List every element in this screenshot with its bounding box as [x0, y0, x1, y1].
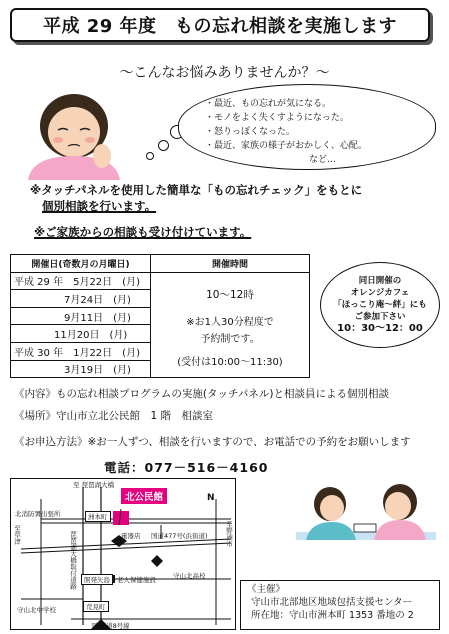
map-label: 守山北高校: [173, 572, 206, 580]
map-label: 国道477号(浜街道): [151, 532, 208, 540]
organizer-label: 《主催》: [247, 584, 286, 595]
page-title: 平成 29 年度 もの忘れ相談を実施します: [10, 8, 430, 42]
organizer-address: 所在地：守山市洲本町 1353 番地の 2: [251, 610, 414, 621]
time-main: 10～12時: [206, 288, 254, 301]
notice-line-1: ※タッチパネルを使用した簡単な「もの忘れチェック」をもとに: [30, 183, 363, 197]
worry-item: ・最近、もの忘れが気になる。: [205, 99, 332, 109]
schedule-date: 平成 30 年 1月22日 (月): [11, 342, 151, 360]
cafe-time: 10：30～12：00: [337, 323, 423, 334]
map-label: 電器店: [121, 532, 141, 540]
info-content: 《内容》もの忘れ相談プログラムの実施(タッチパネル)と相談員による個別相談: [14, 388, 389, 400]
map-label: 至野洲市: [225, 521, 233, 547]
orange-cafe-notice: [320, 262, 440, 348]
cafe-line: ご参加下さい: [354, 312, 406, 322]
map-label: 至 琵琶湖大橋: [73, 481, 115, 489]
schedule-date: 11月20日 (月): [11, 325, 151, 343]
reception-time: (受付は10:00～11:30): [177, 356, 283, 368]
info-place: 《場所》守山市立北公民館 1 階 相談室: [14, 410, 214, 422]
phone-number: 電話：077－516－4160: [104, 460, 269, 475]
map-label: 至草津: [13, 525, 21, 545]
thought-dot: [158, 140, 169, 151]
schedule-header-time: 開催時間: [151, 255, 310, 273]
organizer-name: 守山市北部地区地域包括支援センター: [251, 597, 413, 608]
subtitle: ～こんなお悩みありませんか？～: [119, 65, 330, 81]
schedule-date: 平成 29 年 5月22日 (月): [11, 272, 151, 290]
organizer-box: [240, 580, 440, 630]
access-map: [10, 478, 236, 630]
schedule-table: [10, 254, 310, 378]
schedule-date: 7月24日 (月): [11, 290, 151, 308]
map-label: 老人保健施設: [117, 576, 156, 584]
map-label: 荒見町: [83, 601, 109, 612]
map-label: 守山北中学校: [17, 606, 56, 614]
notice-line-3: ※ご家族からの相談も受け付けています。: [34, 225, 252, 239]
map-label: 洲本町: [85, 511, 111, 522]
worry-etc: など…: [309, 155, 337, 165]
map-label: 琵琶湖大橋取付道路: [69, 531, 77, 590]
notice-line-2: 個別相談を行います。: [42, 199, 157, 213]
time-note-2: 予約制です。: [200, 333, 260, 345]
worry-item: ・怒りっぽくなった。: [205, 127, 296, 137]
map-label: 開発矢島: [81, 574, 113, 585]
consultation-illustration: [296, 478, 436, 574]
cafe-line: 「ほっこり庵～絆」にも: [333, 300, 427, 310]
map-hall-label: 北公民館: [121, 488, 167, 504]
worries-bubble: [178, 84, 436, 170]
thought-dot: [146, 152, 154, 160]
schedule-date: 3月19日 (月): [11, 360, 151, 378]
worry-item: ・モノをよく失くすようになった。: [205, 113, 349, 123]
north-arrow-icon: N: [207, 493, 215, 503]
schedule-header-date: 開催日(奇数月の月曜日): [11, 255, 151, 273]
schedule-time-cell: [151, 272, 310, 378]
map-label: 至 国道8号線: [91, 622, 130, 630]
worried-person-illustration: [22, 86, 132, 180]
info-apply: 《お申込方法》※お一人ずつ、相談を行いますので、お電話での予約をお願いします: [14, 436, 411, 448]
time-note-1: ※お1人30分程度で: [186, 316, 274, 328]
cafe-line: オレンジカフェ: [350, 288, 410, 298]
cafe-line: 同日開催の: [358, 276, 402, 286]
map-label: 北消防署出張所: [15, 510, 61, 518]
worry-item: ・最近、家族の様子がおかしく、心配。: [205, 141, 367, 151]
schedule-date: 9月11日 (月): [11, 307, 151, 325]
